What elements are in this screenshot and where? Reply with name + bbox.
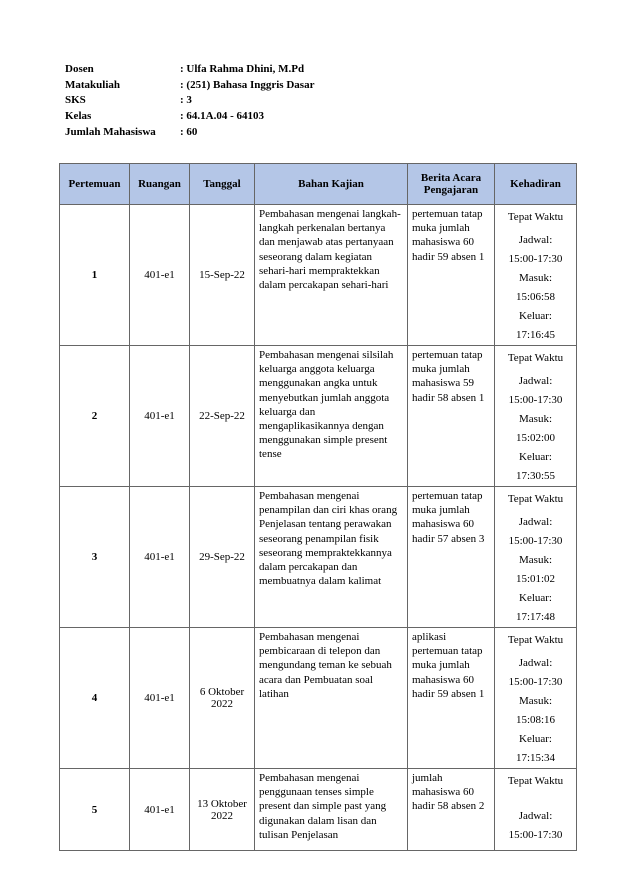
header-kehadiran: Kehadiran xyxy=(495,164,577,205)
pertemuan-cell: 3 xyxy=(60,487,130,628)
keluar-label: Keluar: xyxy=(519,592,552,604)
jadwal-label: Jadwal: xyxy=(518,657,553,669)
tanggal-cell: 13 Oktober 2022 xyxy=(190,769,255,851)
bahan-cell: Pembahasan mengenai penampilan dan ciri khas orang Penjelasan tentang perawakan seseorang penampilan fisik seseorang mempraktekkannya dalam percakapan dan membuatnya dalam kalimat xyxy=(255,487,408,628)
status-text: Tepat Waktu xyxy=(507,493,564,505)
tanggal-cell: 22-Sep-22 xyxy=(190,346,255,487)
berita-cell: aplikasi pertemuan tatap muka jumlah mahasiswa 60 hadir 59 absen 1 xyxy=(408,628,495,769)
attendance-table xyxy=(59,163,577,851)
masuk-label: Masuk: xyxy=(519,413,552,425)
berita-cell: jumlah mahasiswa 60 hadir 58 absen 2 xyxy=(408,769,495,851)
info-row-jumlah xyxy=(65,125,314,141)
matakuliah-label: Matakuliah xyxy=(65,78,121,91)
keluar-value: 17:15:34 xyxy=(515,752,556,764)
masuk-value: 15:01:02 xyxy=(515,573,556,585)
masuk-label: Masuk: xyxy=(519,272,552,284)
bahan-cell: Pembahasan mengenai langkah-langkah perkenalan bertanya dan menjawab atas pertanyaan seseorang dalam kegiatan sehari-hari mempraktekkan dalam percakapan sehari-hari xyxy=(255,205,408,346)
kelas-value: : 64.1A.04 - 64103 xyxy=(180,110,265,123)
keluar-value: 17:16:45 xyxy=(515,329,556,341)
masuk-value: 15:08:16 xyxy=(515,714,556,726)
table-header-row xyxy=(60,164,577,205)
header-tanggal: Tanggal xyxy=(190,164,255,205)
berita-cell: pertemuan tatap muka jumlah mahasiswa 60 hadir 59 absen 1 xyxy=(408,205,495,346)
pertemuan-cell: 5 xyxy=(60,769,130,851)
jadwal-value: 15:00-17:30 xyxy=(508,394,563,406)
bahan-cell: Pembahasan mengenai pembicaraan di telepon dan mengundang teman ke sebuah acara dan Pembuatan soal latihan xyxy=(255,628,408,769)
berita-cell: pertemuan tatap muka jumlah mahasiswa 60 hadir 57 absen 3 xyxy=(408,487,495,628)
masuk-value: 15:02:00 xyxy=(515,432,556,444)
dosen-value: : Ulfa Rahma Dhini, M.Pd xyxy=(180,63,305,75)
status-text: Tepat Waktu xyxy=(507,352,564,364)
keluar-value: 17:17:48 xyxy=(515,611,556,623)
kehadiran-cell xyxy=(495,769,577,851)
header-bahan-kajian: Bahan Kajian xyxy=(255,164,408,205)
jadwal-label: Jadwal: xyxy=(518,810,553,822)
info-row-kelas xyxy=(65,109,314,125)
jadwal-value: 15:00-17:30 xyxy=(508,253,563,265)
jadwal-value: 15:00-17:30 xyxy=(508,676,563,688)
dosen-label: Dosen xyxy=(65,63,94,75)
kehadiran-cell xyxy=(495,205,577,346)
berita-cell: pertemuan tatap muka jumlah mahasiswa 59 hadir 58 absen 1 xyxy=(408,346,495,487)
keluar-label: Keluar: xyxy=(519,733,552,745)
ruangan-cell: 401-e1 xyxy=(130,346,190,487)
jadwal-value: 15:00-17:30 xyxy=(508,535,563,547)
kehadiran-cell xyxy=(495,628,577,769)
jumlah-label: Jumlah Mahasiswa xyxy=(65,125,156,138)
tanggal-cell: 6 Oktober 2022 xyxy=(190,628,255,769)
pertemuan-cell: 1 xyxy=(60,205,130,346)
table-row xyxy=(60,628,577,769)
table-row xyxy=(60,769,577,851)
jadwal-label: Jadwal: xyxy=(518,375,553,387)
status-text: Tepat Waktu xyxy=(507,634,564,646)
ruangan-cell: 401-e1 xyxy=(130,628,190,769)
keluar-value: 17:30:55 xyxy=(515,470,556,482)
masuk-label: Masuk: xyxy=(519,554,552,566)
kelas-label: Kelas xyxy=(65,110,92,123)
bahan-cell: Pembahasan mengenai penggunaan tenses simple present dan simple past yang digunakan dalam lisan dan tulisan Penjelasan xyxy=(255,769,408,851)
jadwal-label: Jadwal: xyxy=(518,516,553,528)
jadwal-value: 15:00-17:30 xyxy=(508,829,563,841)
pertemuan-cell: 4 xyxy=(60,628,130,769)
table-row xyxy=(60,346,577,487)
jadwal-label: Jadwal: xyxy=(518,234,553,246)
info-row-dosen xyxy=(65,62,314,78)
status-text: Tepat Waktu xyxy=(507,211,564,223)
status-text: Tepat Waktu xyxy=(507,775,564,787)
kehadiran-cell xyxy=(495,346,577,487)
ruangan-cell: 401-e1 xyxy=(130,769,190,851)
sks-label: SKS xyxy=(65,94,86,107)
info-row-sks xyxy=(65,93,314,109)
ruangan-cell: 401-e1 xyxy=(130,487,190,628)
bahan-cell: Pembahasan mengenai silsilah keluarga anggota keluarga menggunakan angka untuk menyebutkan jumlah anggota keluarga dan mengaplikasikannya dengan menggunakan simple present tense xyxy=(255,346,408,487)
course-info xyxy=(65,62,314,141)
ruangan-cell: 401-e1 xyxy=(130,205,190,346)
header-berita-acara: Berita Acara Pengajaran xyxy=(408,164,495,205)
keluar-label: Keluar: xyxy=(519,451,552,463)
table-row xyxy=(60,205,577,346)
info-row-matakuliah xyxy=(65,78,314,94)
header-pertemuan: Pertemuan xyxy=(60,164,130,205)
tanggal-cell: 15-Sep-22 xyxy=(190,205,255,346)
sks-value: : 3 xyxy=(180,94,192,107)
jumlah-value: : 60 xyxy=(180,125,198,138)
table-row xyxy=(60,487,577,628)
pertemuan-cell: 2 xyxy=(60,346,130,487)
kehadiran-cell xyxy=(495,487,577,628)
masuk-label: Masuk: xyxy=(519,695,552,707)
header-ruangan: Ruangan xyxy=(130,164,190,205)
matakuliah-value: : (251) Bahasa Inggris Dasar xyxy=(180,78,315,91)
masuk-value: 15:06:58 xyxy=(515,291,556,303)
tanggal-cell: 29-Sep-22 xyxy=(190,487,255,628)
keluar-label: Keluar: xyxy=(519,310,552,322)
